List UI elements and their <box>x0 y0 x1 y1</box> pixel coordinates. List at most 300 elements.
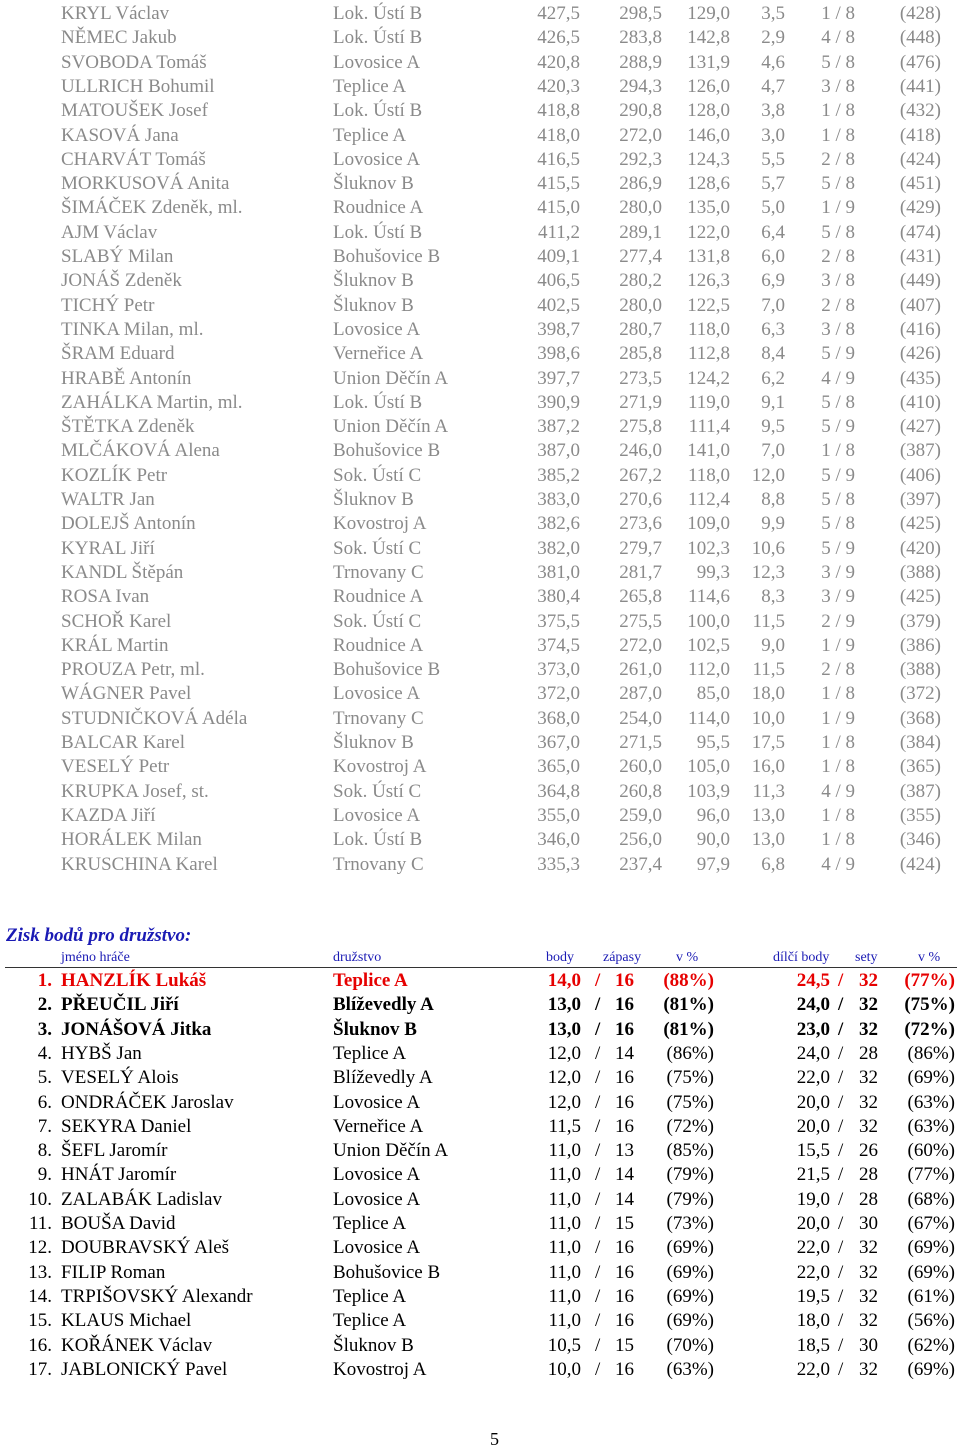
clear-score: 102,3 <box>687 537 730 559</box>
best-score: (451) <box>899 173 941 195</box>
result: 5 / 8 <box>821 51 855 73</box>
best-score: (388) <box>899 659 941 681</box>
sets: 28 <box>859 1042 878 1064</box>
matches: 13 <box>615 1140 634 1162</box>
misses: 11,3 <box>752 780 785 802</box>
separator: / <box>595 1213 601 1234</box>
player-name: JONÁŠOVÁ Jitka <box>61 1018 212 1040</box>
sets-percent: (69%) <box>907 1261 955 1283</box>
team-name: Teplice A <box>333 1310 407 1332</box>
result: 1 / 9 <box>821 634 855 656</box>
partial-points: 24,5 <box>796 970 830 991</box>
total-score: 367,0 <box>537 732 580 753</box>
best-score: (441) <box>899 75 941 97</box>
separator: / <box>838 1310 844 1332</box>
table-row <box>0 295 960 319</box>
player-name: ŠTĚTKA Zdeněk <box>61 416 195 438</box>
page-number: 5 <box>490 1429 499 1449</box>
full-score: 281,7 <box>619 561 662 583</box>
separator: / <box>838 1018 844 1040</box>
clear-score: 85,0 <box>696 683 730 705</box>
team-name: Trnovany C <box>333 707 424 729</box>
list-item <box>0 1140 960 1164</box>
table-row <box>0 343 960 367</box>
sets: 32 <box>859 970 878 991</box>
points: 12,0 <box>547 1067 581 1089</box>
matches: 16 <box>615 1358 634 1380</box>
points: 11,0 <box>548 1237 581 1259</box>
misses: 9,1 <box>761 391 785 413</box>
best-score: (372) <box>899 683 941 705</box>
points: 13,0 <box>547 1018 581 1040</box>
team-name: Roudnice A <box>333 197 424 219</box>
total-score: 420,8 <box>537 51 580 73</box>
team-name: Kovostroj A <box>333 756 427 778</box>
player-name: KYRAL Jiří <box>61 537 155 559</box>
sets: 32 <box>859 1115 878 1137</box>
table-row <box>0 465 960 489</box>
sets: 32 <box>859 1091 878 1113</box>
matches: 16 <box>615 1018 634 1040</box>
team-name: Sok. Ústí C <box>333 537 422 559</box>
total-score: 390,9 <box>537 391 580 413</box>
player-name: FILIP Roman <box>61 1261 166 1283</box>
best-score: (407) <box>899 294 941 316</box>
points-percent: (81%) <box>663 1018 714 1040</box>
best-score: (387) <box>899 780 941 802</box>
list-item <box>0 1164 960 1188</box>
rank: 10. <box>28 1188 52 1210</box>
result: 4 / 9 <box>821 780 855 802</box>
team-name: Sok. Ústí C <box>333 780 422 802</box>
header-pct1: v % <box>676 950 699 965</box>
table-row <box>0 635 960 659</box>
sets-percent: (77%) <box>907 1164 955 1186</box>
result: 1 / 9 <box>821 197 855 219</box>
list-item <box>0 1359 960 1383</box>
partial-points: 22,0 <box>796 1067 830 1089</box>
points: 12,0 <box>547 1042 581 1064</box>
misses: 7,0 <box>761 294 785 316</box>
full-score: 294,3 <box>619 75 662 97</box>
separator: / <box>595 1140 601 1162</box>
best-score: (418) <box>899 124 941 146</box>
partial-points: 15,5 <box>796 1140 830 1162</box>
separator: / <box>838 1334 844 1356</box>
best-score: (410) <box>899 391 941 413</box>
result: 2 / 8 <box>821 659 855 681</box>
best-score: (448) <box>899 27 941 49</box>
separator: / <box>595 1164 601 1186</box>
team-name: Teplice A <box>333 75 407 97</box>
partial-points: 18,0 <box>796 1310 830 1332</box>
points-percent: (81%) <box>663 994 714 1016</box>
points-percent: (75%) <box>666 1067 714 1089</box>
partial-points: 24,0 <box>796 994 830 1016</box>
points-percent: (86%) <box>666 1042 714 1064</box>
team-name: Šluknov B <box>333 173 414 195</box>
list-item <box>0 1310 960 1334</box>
separator: / <box>838 1164 844 1186</box>
matches: 16 <box>615 1067 634 1089</box>
result: 5 / 8 <box>821 173 855 195</box>
best-score: (379) <box>899 610 941 632</box>
player-name: KRUPKA Josef, st. <box>61 780 209 802</box>
points: 11,0 <box>548 1310 581 1332</box>
team-name: Lovosice A <box>333 51 421 73</box>
rank: 8. <box>37 1140 52 1162</box>
total-score: 346,0 <box>537 829 580 851</box>
player-name: ŠRAM Eduard <box>61 343 175 365</box>
best-score: (397) <box>899 489 941 510</box>
total-score: 418,8 <box>537 100 580 122</box>
total-score: 381,0 <box>537 561 580 583</box>
points-percent: (72%) <box>666 1115 714 1137</box>
table-row <box>0 100 960 124</box>
clear-score: 122,0 <box>687 221 730 243</box>
separator: / <box>838 970 844 991</box>
total-score: 387,0 <box>537 440 580 462</box>
list-item <box>0 1067 960 1091</box>
team-name: Lok. Ústí B <box>333 391 423 413</box>
separator: / <box>838 1115 844 1137</box>
player-name: MORKUSOVÁ Anita <box>61 173 230 195</box>
best-score: (387) <box>899 440 941 462</box>
full-score: 280,7 <box>619 318 662 340</box>
points-percent: (73%) <box>666 1213 714 1234</box>
best-score: (425) <box>899 586 941 608</box>
header-divider <box>5 967 957 968</box>
matches: 15 <box>615 1213 634 1234</box>
player-name: JONÁŠ Zdeněk <box>61 270 182 292</box>
table-row <box>0 440 960 464</box>
result: 5 / 8 <box>821 391 855 413</box>
misses: 6,3 <box>761 318 785 340</box>
team-name: Lok. Ústí B <box>333 100 423 122</box>
table-row <box>0 416 960 440</box>
team-name: Bohušovice B <box>333 440 441 462</box>
list-item <box>0 1335 960 1359</box>
best-score: (346) <box>899 829 941 851</box>
partial-points: 19,5 <box>796 1285 830 1307</box>
clear-score: 109,0 <box>687 513 730 535</box>
player-name: ONDRÁČEK Jaroslav <box>61 1091 234 1113</box>
team-name: Šluknov B <box>333 489 414 510</box>
clear-score: 135,0 <box>687 197 730 219</box>
player-name: HRABĚ Antonín <box>61 367 192 389</box>
player-name: MLČÁKOVÁ Alena <box>61 440 220 462</box>
separator: / <box>595 1237 601 1259</box>
clear-score: 126,3 <box>687 270 730 292</box>
points-percent: (70%) <box>666 1334 714 1356</box>
partial-points: 21,5 <box>796 1164 830 1186</box>
list-item <box>0 1213 960 1237</box>
sets: 32 <box>859 1358 878 1380</box>
misses: 4,7 <box>761 75 785 97</box>
sets-percent: (86%) <box>907 1042 955 1064</box>
clear-score: 119,0 <box>687 391 730 413</box>
team-name: Šluknov B <box>333 294 414 316</box>
misses: 6,2 <box>761 367 785 389</box>
full-score: 275,5 <box>619 610 662 632</box>
full-score: 290,8 <box>619 100 662 122</box>
full-score: 265,8 <box>619 586 662 608</box>
partial-points: 20,0 <box>796 1213 830 1234</box>
total-score: 418,0 <box>537 124 580 146</box>
total-score: 382,0 <box>537 537 580 559</box>
table-row <box>0 270 960 294</box>
partial-points: 18,5 <box>796 1334 830 1356</box>
best-score: (449) <box>899 270 941 292</box>
result: 2 / 8 <box>821 294 855 316</box>
player-name: KANDL Štěpán <box>61 561 184 583</box>
full-score: 272,0 <box>619 634 662 656</box>
player-name: SEKYRA Daniel <box>61 1115 192 1137</box>
best-score: (435) <box>899 367 941 389</box>
separator: / <box>838 994 844 1016</box>
sets-percent: (69%) <box>907 1358 955 1380</box>
player-name: ZALABÁK Ladislav <box>61 1188 222 1210</box>
player-name: KOŘÁNEK Václav <box>61 1334 213 1356</box>
sets: 30 <box>859 1334 878 1356</box>
player-name: CHARVÁT Tomáš <box>61 148 206 170</box>
table-row <box>0 27 960 51</box>
team-name: Kovostroj A <box>333 513 427 535</box>
table-row <box>0 829 960 853</box>
best-score: (406) <box>899 464 941 486</box>
sets: 32 <box>859 1237 878 1259</box>
player-name: PŘEUČIL Jiří <box>61 994 179 1016</box>
full-score: 261,0 <box>619 659 662 681</box>
clear-score: 96,0 <box>696 804 730 826</box>
table-row <box>0 392 960 416</box>
separator: / <box>838 1042 844 1064</box>
total-score: 426,5 <box>537 27 580 49</box>
team-name: Bohušovice B <box>333 1261 441 1283</box>
separator: / <box>595 1334 601 1356</box>
partial-points: 20,0 <box>796 1115 830 1137</box>
player-name: KAZDA Jiří <box>61 804 156 826</box>
result: 5 / 9 <box>821 416 855 438</box>
header-body: body <box>546 950 574 965</box>
table-row <box>0 489 960 513</box>
rank: 15. <box>28 1310 52 1332</box>
misses: 8,4 <box>761 343 785 365</box>
misses: 16,0 <box>751 756 785 778</box>
total-score: 402,5 <box>537 294 580 316</box>
list-item <box>0 994 960 1018</box>
result: 5 / 8 <box>821 513 855 535</box>
team-name: Verneřice A <box>333 343 424 365</box>
table-row <box>0 756 960 780</box>
clear-score: 118,0 <box>687 464 730 486</box>
total-score: 355,0 <box>537 804 580 826</box>
table-row <box>0 319 960 343</box>
misses: 3,8 <box>761 100 785 122</box>
team-name: Lovosice A <box>333 148 421 170</box>
sets-percent: (72%) <box>904 1018 955 1040</box>
total-score: 375,5 <box>537 610 580 632</box>
team-name: Šluknov B <box>333 1018 417 1040</box>
best-score: (424) <box>899 853 941 875</box>
table-row <box>0 52 960 76</box>
best-score: (365) <box>899 756 941 778</box>
separator: / <box>595 970 601 991</box>
team-name: Teplice A <box>333 970 408 991</box>
misses: 3,5 <box>761 3 785 24</box>
clear-score: 129,0 <box>687 3 730 24</box>
team-name: Lok. Ústí B <box>333 27 423 49</box>
team-name: Lovosice A <box>333 804 421 826</box>
full-score: 279,7 <box>619 537 662 559</box>
total-score: 411,2 <box>537 221 580 243</box>
full-score: 256,0 <box>619 829 662 851</box>
full-score: 272,0 <box>619 124 662 146</box>
full-score: 280,0 <box>619 294 662 316</box>
player-name: WÁGNER Pavel <box>61 683 192 705</box>
team-name: Blíževedly A <box>333 994 434 1016</box>
result: 3 / 9 <box>821 586 855 608</box>
separator: / <box>595 1091 601 1113</box>
misses: 6,9 <box>761 270 785 292</box>
team-name: Teplice A <box>333 1042 407 1064</box>
team-name: Kovostroj A <box>333 1358 427 1380</box>
table-row <box>0 538 960 562</box>
misses: 10,0 <box>751 707 785 729</box>
best-score: (428) <box>899 3 941 24</box>
clear-score: 114,0 <box>687 707 730 729</box>
table-row <box>0 173 960 197</box>
team-name: Sok. Ústí C <box>333 464 422 486</box>
result: 1 / 9 <box>821 707 855 729</box>
sets-percent: (69%) <box>907 1237 955 1259</box>
matches: 16 <box>615 1310 634 1332</box>
points: 12,0 <box>547 1091 581 1113</box>
player-name: PROUZA Petr, ml. <box>61 659 205 681</box>
list-item <box>0 970 960 994</box>
full-score: 275,8 <box>619 416 662 438</box>
player-name: TRPIŠOVSKÝ Alexandr <box>61 1285 253 1307</box>
misses: 9,9 <box>761 513 785 535</box>
points: 11,0 <box>548 1140 581 1162</box>
separator: / <box>595 1018 601 1040</box>
table-row <box>0 611 960 635</box>
matches: 15 <box>615 1334 634 1356</box>
points: 14,0 <box>547 970 581 991</box>
separator: / <box>595 1067 601 1089</box>
full-score: 285,8 <box>619 343 662 365</box>
separator: / <box>838 1091 844 1113</box>
header-name: jméno hráče <box>61 950 130 965</box>
list-item <box>0 1092 960 1116</box>
total-score: 365,0 <box>537 756 580 778</box>
table-row <box>0 125 960 149</box>
header-sety: sety <box>855 950 878 965</box>
result: 3 / 9 <box>821 561 855 583</box>
total-score: 368,0 <box>537 707 580 729</box>
rank: 14. <box>28 1285 52 1307</box>
team-name: Lovosice A <box>333 683 421 705</box>
misses: 9,0 <box>761 634 785 656</box>
team-name: Blíževedly A <box>333 1067 433 1089</box>
misses: 5,7 <box>761 173 785 195</box>
table-row <box>0 368 960 392</box>
sets-percent: (77%) <box>904 970 955 991</box>
points-percent: (69%) <box>666 1310 714 1332</box>
result: 1 / 8 <box>821 829 855 851</box>
clear-score: 118,0 <box>687 318 730 340</box>
full-score: 280,2 <box>619 270 662 292</box>
sets: 30 <box>859 1213 878 1234</box>
player-name: STUDNIČKOVÁ Adéla <box>61 707 248 729</box>
total-score: 397,7 <box>537 367 580 389</box>
best-score: (416) <box>899 318 941 340</box>
sets: 32 <box>859 1067 878 1089</box>
player-name: DOLEJŠ Antonín <box>61 513 196 535</box>
full-score: 289,1 <box>619 221 662 243</box>
rank: 6. <box>37 1091 52 1113</box>
best-score: (386) <box>899 634 941 656</box>
table-row <box>0 659 960 683</box>
clear-score: 112,4 <box>687 489 730 510</box>
table-row <box>0 708 960 732</box>
points: 11,0 <box>548 1213 581 1234</box>
total-score: 398,6 <box>537 343 580 365</box>
best-score: (431) <box>899 246 941 267</box>
rank: 7. <box>37 1115 52 1137</box>
table-row <box>0 562 960 586</box>
team-points-header <box>0 950 960 968</box>
misses: 9,5 <box>761 416 785 438</box>
player-name: KRYL Václav <box>61 3 170 24</box>
team-name: Lovosice A <box>333 1237 421 1259</box>
result: 2 / 9 <box>821 610 855 632</box>
separator: / <box>595 1188 601 1210</box>
result: 1 / 8 <box>821 100 855 122</box>
result: 2 / 8 <box>821 148 855 170</box>
full-score: 270,6 <box>619 489 662 510</box>
best-score: (432) <box>899 100 941 122</box>
partial-points: 22,0 <box>796 1237 830 1259</box>
header-dilci-body: dílčí body <box>773 950 830 965</box>
best-score: (425) <box>899 513 941 535</box>
result: 1 / 8 <box>821 683 855 705</box>
player-name: ULLRICH Bohumil <box>61 75 215 97</box>
sets-percent: (68%) <box>907 1188 955 1210</box>
player-name: KRÁL Martin <box>61 634 169 656</box>
partial-points: 22,0 <box>796 1358 830 1380</box>
best-score: (476) <box>899 51 941 73</box>
player-name: HANZLÍK Lukáš <box>61 970 207 991</box>
table-row <box>0 805 960 829</box>
player-name: ZAHÁLKA Martin, ml. <box>61 391 243 413</box>
table-row <box>0 854 960 878</box>
result: 1 / 8 <box>821 732 855 753</box>
misses: 6,0 <box>761 246 785 267</box>
separator: / <box>838 1140 844 1162</box>
total-score: 416,5 <box>537 148 580 170</box>
total-score: 409,1 <box>537 246 580 267</box>
best-score: (384) <box>899 732 941 753</box>
team-name: Bohušovice B <box>333 659 441 681</box>
clear-score: 124,3 <box>687 148 730 170</box>
total-score: 335,3 <box>537 853 580 875</box>
clear-score: 114,6 <box>687 586 730 608</box>
misses: 13,0 <box>751 829 785 851</box>
result: 1 / 8 <box>821 804 855 826</box>
team-name: Union Děčín A <box>333 1140 449 1162</box>
list-item <box>0 1189 960 1213</box>
